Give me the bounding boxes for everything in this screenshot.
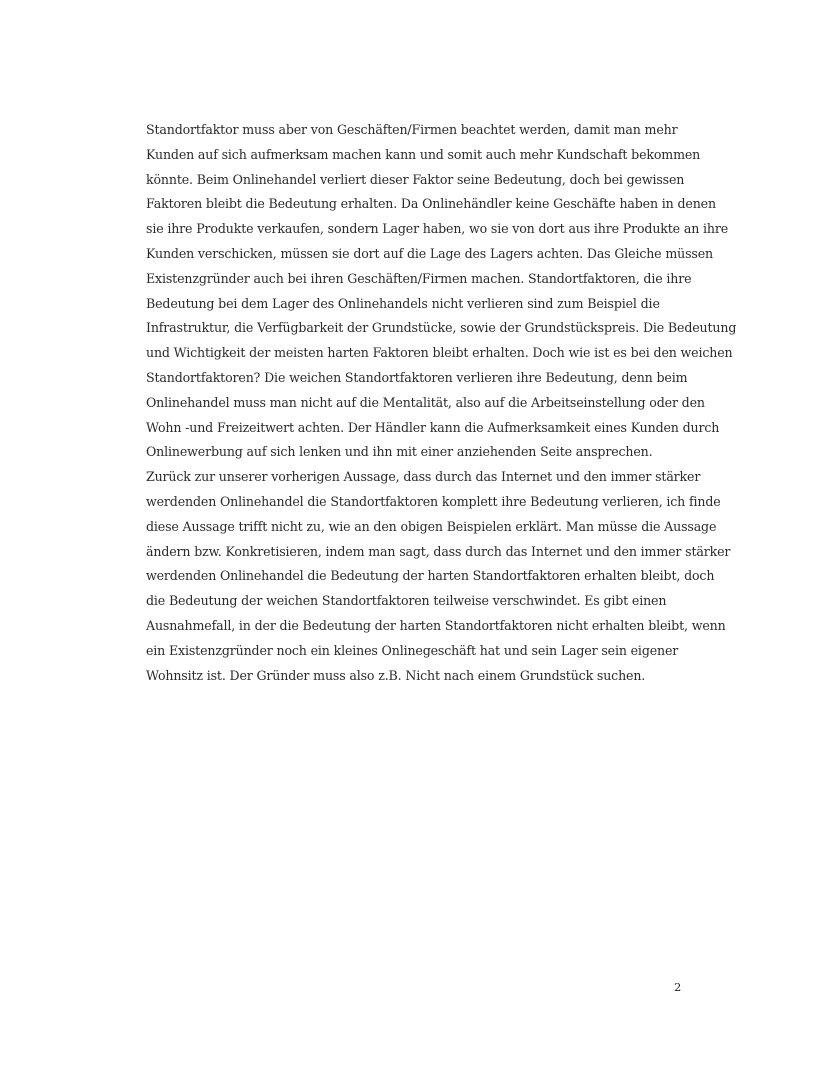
text-line: Existenzgründer auch bei ihren Geschäften/Firmen machen. Standortfaktoren, die ihre [146,270,692,286]
text-line: Standortfaktor muss aber von Geschäften/Firmen beachtet werden, damit man mehr [146,122,678,137]
text-line: könnte. Beim Onlinehandel verliert dieser Faktor seine Bedeutung, doch bei gewissen [146,171,685,187]
text-line: Onlinehandel muss man nicht auf die Mentalität, also auf die Arbeitseinstellung oder den [146,394,705,410]
text-line: Wohnsitz ist. Der Gründer muss also z.B. Nicht nach einem Grundstück suchen. [146,667,646,683]
text-line: werdenden Onlinehandel die Standortfaktoren komplett ihre Bedeutung verlieren, ich finde [146,493,721,509]
text-line: Zurück zur unserer vorherigen Aussage, dass durch das Internet und den immer stärker [146,469,701,485]
text-line: Infrastruktur, die Verfügbarkeit der Grundstücke, sowie der Grundstückspreis. Die Bedeutung [146,320,737,336]
text-line: und Wichtigkeit der meisten harten Faktoren bleibt erhalten. Doch wie ist es bei den weichen [146,345,733,361]
text-line: Kunden auf sich aufmerksam machen kann und somit auch mehr Kundschaft bekommen [146,146,701,162]
text-line: diese Aussage trifft nicht zu, wie an den obigen Beispielen erklärt. Man müsse die Aussage [146,518,717,534]
text-line: sie ihre Produkte verkaufen, sondern Lager haben, wo sie von dort aus ihre Produkte an ihre [146,221,729,237]
text-line: Faktoren bleibt die Bedeutung erhalten. Da Onlinehändler keine Geschäfte haben in denen [146,196,716,212]
page-number: 2 [674,980,682,994]
text-line: ändern bzw. Konkretisieren, indem man sagt, dass durch das Internet und den immer stärker [146,543,731,559]
text-line: Bedeutung bei dem Lager des Onlinehandels nicht verlieren sind zum Beispiel die [146,295,660,311]
text-line: Wohn -und Freizeitwert achten. Der Händler kann die Aufmerksamkeit eines Kunden durch [146,419,720,435]
text-line: ein Existenzgründer noch ein kleines Onlinegeschäft hat und sein Lager sein eigener [146,642,679,658]
text-line: die Bedeutung der weichen Standortfaktoren teilweise verschwindet. Es gibt einen [146,593,667,609]
text-line: Ausnahmefall, in der die Bedeutung der harten Standortfaktoren nicht erhalten bleibt, wenn [146,617,726,633]
body-text [146,118,737,688]
text-line: werdenden Onlinehandel die Bedeutung der harten Standortfaktoren erhalten bleibt, doch [146,568,715,584]
text-line: Standortfaktoren? Die weichen Standortfaktoren verlieren ihre Bedeutung, denn beim [146,369,688,385]
text-line: Onlinewerbung auf sich lenken und ihn mit einer anziehenden Seite ansprechen. [146,444,653,460]
text-line: Kunden verschicken, müssen sie dort auf die Lage des Lagers achten. Das Gleiche müssen [146,245,713,261]
